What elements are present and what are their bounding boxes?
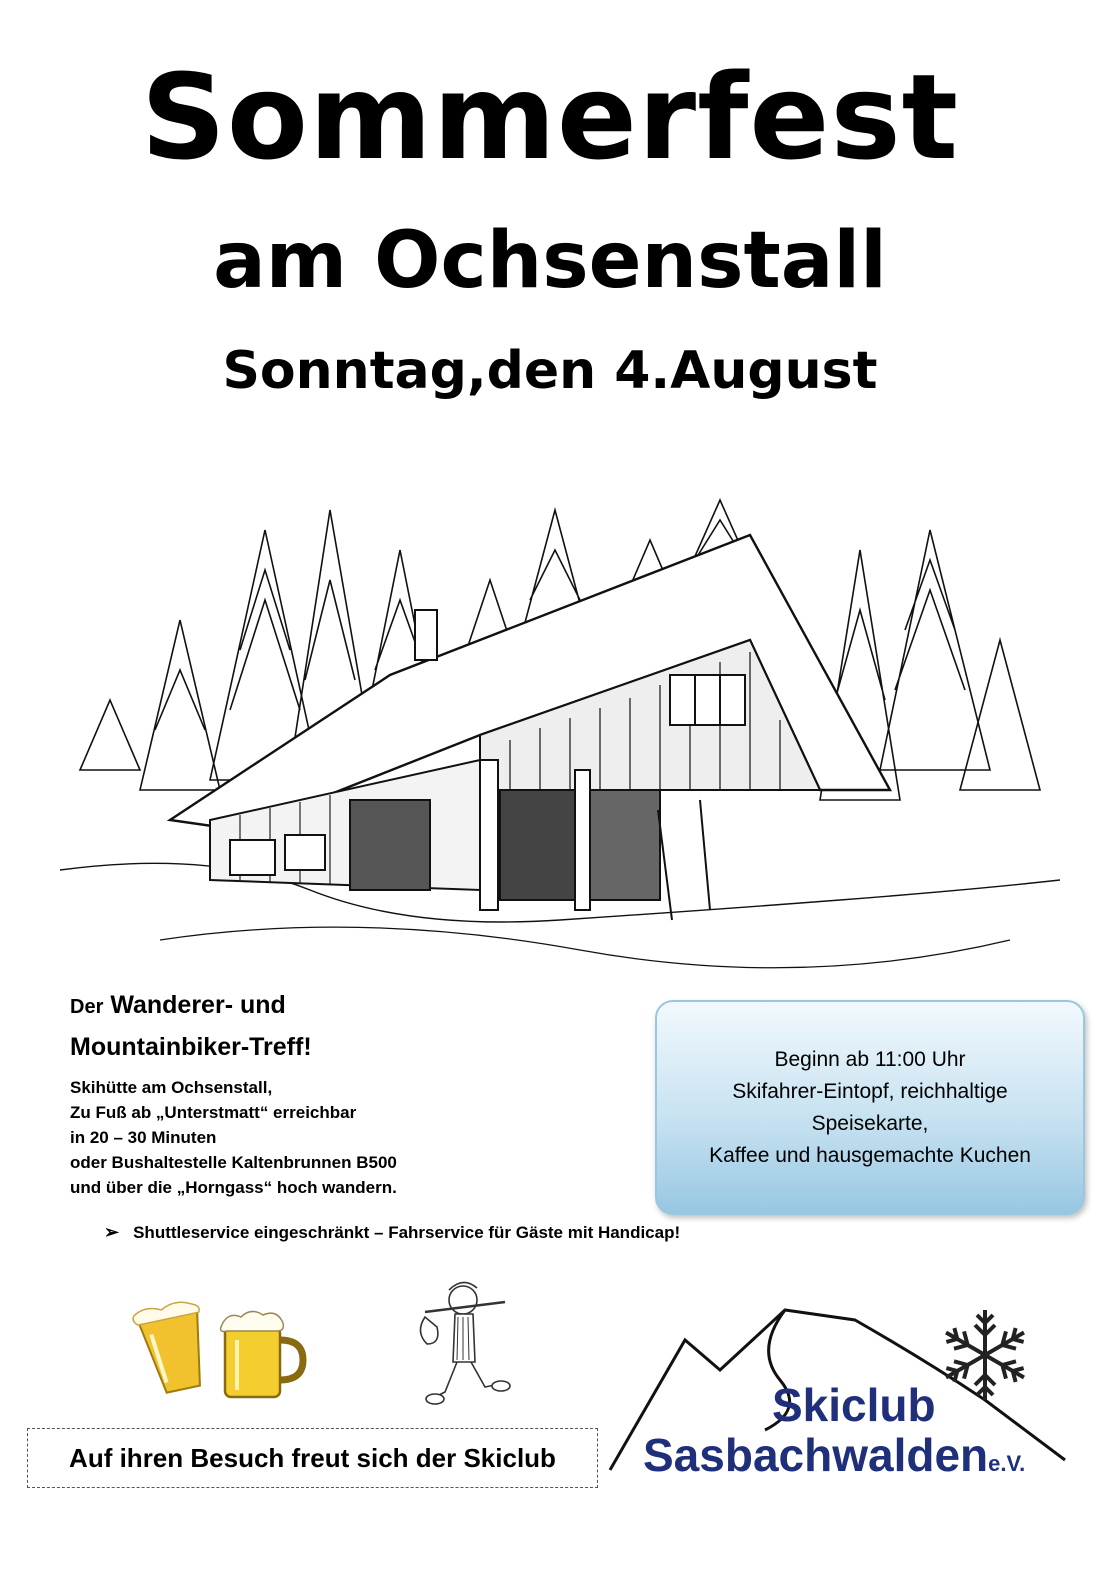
snowflake-icon xyxy=(935,1305,1035,1405)
info-box xyxy=(655,1000,1085,1215)
headline-prefix: Der xyxy=(70,996,104,1018)
headline-line2: Mountainbiker-Treff! xyxy=(70,1033,312,1061)
shuttle-note-text: Shuttleservice eingeschränkt – Fahrservice für Gäste mit Handicap! xyxy=(133,1223,681,1242)
poster-title: Sommerfest xyxy=(140,48,960,186)
directions-line: Skihütte am Ochsenstall, xyxy=(70,1078,273,1097)
directions-line: und über die „Horngass“ hoch wandern. xyxy=(70,1178,397,1197)
footer-message: Auf ihren Besuch freut sich der Skiclub xyxy=(27,1428,598,1488)
logo-name-line1: Skiclub xyxy=(772,1379,936,1431)
ski-hut-illustration xyxy=(60,470,1060,1000)
directions-list xyxy=(70,1075,397,1200)
info-line: Beginn ab 11:00 Uhr xyxy=(774,1047,966,1071)
shuttle-note xyxy=(104,1222,680,1243)
directions-line: oder Bushaltestelle Kaltenbrunnen B500 xyxy=(70,1153,397,1172)
info-line: Kaffee und hausgemachte Kuchen xyxy=(709,1143,1031,1167)
event-date: Sonntag,den 4.August xyxy=(222,341,878,401)
directions-line: in 20 – 30 Minuten xyxy=(70,1128,217,1147)
hiker-icon xyxy=(405,1272,515,1412)
beer-glass-icon xyxy=(130,1300,220,1400)
directions-line: Zu Fuß ab „Unterstmatt“ erreichbar xyxy=(70,1103,357,1122)
logo-name-line2-text: Sasbachwalden xyxy=(643,1429,989,1481)
info-line: Speisekarte, xyxy=(811,1111,929,1135)
poster-subtitle: am Ochsenstall xyxy=(213,216,887,306)
headline-line1: Wanderer- und xyxy=(110,991,286,1019)
headline xyxy=(70,985,312,1067)
info-line: Skifahrer-Eintopf, reichhaltige xyxy=(732,1079,1008,1103)
logo-suffix: e.V. xyxy=(988,1451,1026,1476)
beer-mug-icon xyxy=(215,1305,310,1405)
arrow-bullet-icon: ➢ xyxy=(104,1222,120,1242)
logo-name-line2 xyxy=(643,1429,1026,1481)
